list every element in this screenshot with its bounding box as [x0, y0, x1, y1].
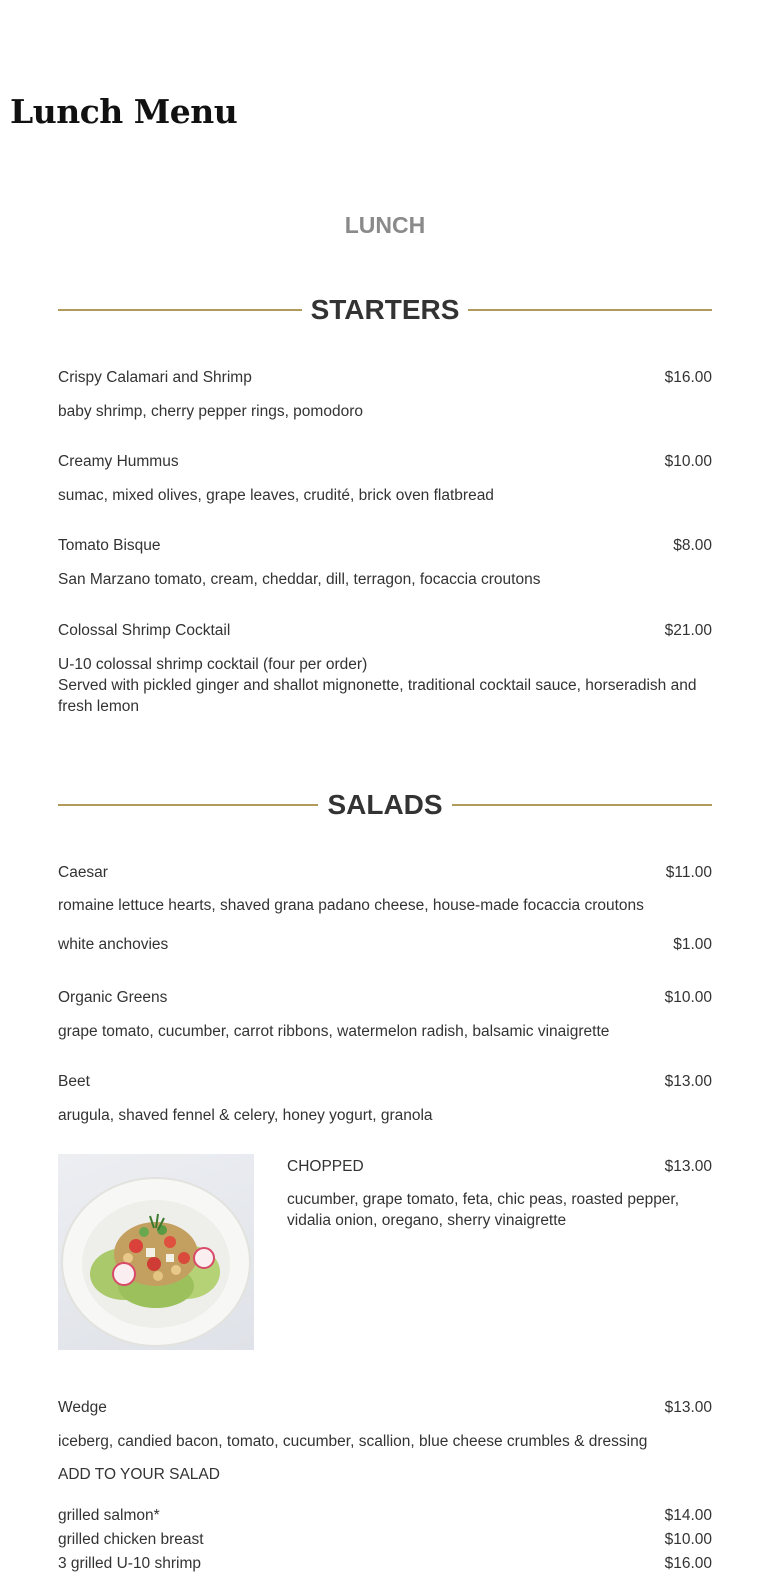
item-price: $13.00: [664, 1399, 712, 1416]
divider-left: [58, 309, 302, 311]
addon-price: $16.00: [664, 1555, 712, 1572]
item-price: $10.00: [664, 453, 712, 470]
item-description: iceberg, candied bacon, tomato, cucumber, scallion, blue cheese crumbles & dressing: [58, 1433, 648, 1450]
divider-right: [452, 804, 712, 806]
item-description: sumac, mixed olives, grape leaves, crudité, brick oven flatbread: [58, 487, 494, 504]
page-title: Lunch Menu: [10, 92, 238, 131]
item-description: San Marzano tomato, cream, cheddar, dill, terragon, focaccia croutons: [58, 571, 541, 588]
section-header-salads: [58, 785, 712, 825]
addon-name: white anchovies: [58, 936, 169, 953]
item-description: arugula, shaved fennel & celery, honey yogurt, granola: [58, 1107, 433, 1124]
add-to-salad-heading: ADD TO YOUR SALAD: [58, 1466, 220, 1483]
item-name: Colossal Shrimp Cocktail: [58, 622, 231, 639]
item-description: romaine lettuce hearts, shaved grana padano cheese, house-made focaccia croutons: [58, 897, 644, 914]
item-name: Wedge: [58, 1399, 107, 1416]
item-name: Creamy Hummus: [58, 453, 179, 470]
item-name: Tomato Bisque: [58, 537, 161, 554]
menu-name: LUNCH: [344, 212, 426, 238]
divider-left: [58, 804, 318, 806]
addon-name: grilled salmon*: [58, 1507, 160, 1524]
item-price: $13.00: [664, 1073, 712, 1090]
item-description: grape tomato, cucumber, carrot ribbons, watermelon radish, balsamic vinaigrette: [58, 1023, 610, 1040]
section-title-salads: SALADS: [327, 789, 443, 820]
addon-price: $14.00: [664, 1507, 712, 1524]
item-name: CHOPPED: [287, 1158, 364, 1175]
chopped-salad-image: [58, 1154, 254, 1350]
item-name: Organic Greens: [58, 989, 168, 1006]
salad-bowl-illustration: [58, 1154, 254, 1350]
divider-right: [468, 309, 712, 311]
addon-price: $10.00: [664, 1531, 712, 1548]
item-price: $16.00: [664, 369, 712, 386]
item-price: $8.00: [673, 537, 712, 554]
item-name: Caesar: [58, 864, 108, 881]
item-description: cucumber, grape tomato, feta, chic peas, roasted pepper, vidalia onion, oregano, sherry vinaigrette: [287, 1191, 680, 1229]
item-price: $10.00: [664, 989, 712, 1006]
item-name: Beet: [58, 1073, 90, 1090]
item-price: $11.00: [665, 864, 712, 881]
addon-price: $1.00: [673, 936, 712, 953]
item-price: $21.00: [664, 622, 712, 639]
section-title-starters: STARTERS: [310, 294, 460, 325]
addon-name: grilled chicken breast: [58, 1531, 204, 1548]
item-description-extra: Served with pickled ginger and shallot mignonette, traditional cocktail sauce, horseradish and fresh lemon: [58, 677, 697, 715]
addon-name: 3 grilled U-10 shrimp: [58, 1555, 201, 1572]
item-name: Crispy Calamari and Shrimp: [58, 369, 252, 386]
item-price: $13.00: [664, 1158, 712, 1175]
item-description: baby shrimp, cherry pepper rings, pomodoro: [58, 403, 363, 420]
section-header-starters: [58, 290, 712, 330]
item-description: U-10 colossal shrimp cocktail (four per order): [58, 656, 368, 673]
